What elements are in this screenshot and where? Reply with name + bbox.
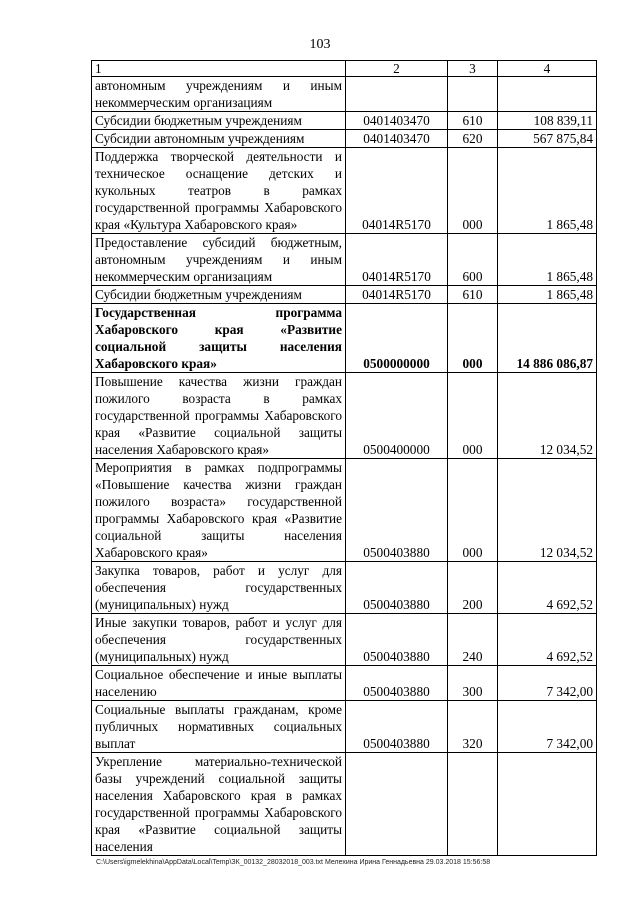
table-row (92, 701, 597, 753)
row-description: Укрепление материально-технической базы учреждений социальной защиты населения Хабаровского края в рамках государственной программы Хабаровского края «Развитие социальной защиты населения (92, 753, 346, 856)
row-target-code: 0500403880 (346, 459, 448, 562)
row-expense-type (448, 77, 498, 112)
row-description: Мероприятия в рамках подпрограммы «Повышение качества жизни граждан пожилого возраста» государственной программы Хабаровского края «Развитие социальной защиты населения Хабаровского края» (92, 459, 346, 562)
row-amount: 1 865,48 (498, 286, 597, 304)
row-expense-type: 610 (448, 112, 498, 130)
table-row (92, 112, 597, 130)
table-row (92, 77, 597, 112)
budget-table (91, 60, 597, 856)
row-amount: 4 692,52 (498, 562, 597, 614)
row-target-code: 04014R5170 (346, 234, 448, 286)
row-amount: 12 034,52 (498, 459, 597, 562)
table-row (92, 459, 597, 562)
table-row (92, 130, 597, 148)
row-expense-type: 610 (448, 286, 498, 304)
row-amount: 7 342,00 (498, 701, 597, 753)
row-expense-type: 000 (448, 459, 498, 562)
row-target-code (346, 77, 448, 112)
row-description: Социальные выплаты гражданам, кроме публичных нормативных социальных выплат (92, 701, 346, 753)
row-expense-type: 000 (448, 373, 498, 459)
header-col-4: 4 (498, 61, 597, 77)
row-expense-type (448, 753, 498, 856)
row-description: Социальное обеспечение и иные выплаты населению (92, 666, 346, 701)
row-amount: 1 865,48 (498, 148, 597, 234)
row-target-code: 0401403470 (346, 112, 448, 130)
row-expense-type: 300 (448, 666, 498, 701)
row-amount: 108 839,11 (498, 112, 597, 130)
budget-table-body (92, 61, 597, 856)
row-amount: 7 342,00 (498, 666, 597, 701)
row-description: Поддержка творческой деятельности и техническое оснащение детских и кукольных театров в рамках государственной программы Хабаровского края «Культура Хабаровского края» (92, 148, 346, 234)
row-amount (498, 753, 597, 856)
row-target-code: 0500403880 (346, 701, 448, 753)
row-description: Субсидии автономным учреждениям (92, 130, 346, 148)
row-target-code: 0500403880 (346, 562, 448, 614)
table-row (92, 614, 597, 666)
row-description: Государственная программа Хабаровского края «Развитие социальной защиты населения Хабаровского края» (92, 304, 346, 373)
row-description: Субсидии бюджетным учреждениям (92, 112, 346, 130)
row-expense-type: 000 (448, 304, 498, 373)
row-expense-type: 600 (448, 234, 498, 286)
header-col-1: 1 (92, 61, 346, 77)
row-description: Повышение качества жизни граждан пожилого возраста в рамках государственной программы Хабаровского края «Развитие социальной защиты населения Хабаровского края» (92, 373, 346, 459)
row-description: автономным учреждениям и иным некоммерческим организациям (92, 77, 346, 112)
table-row (92, 234, 597, 286)
row-target-code: 0500400000 (346, 373, 448, 459)
table-row (92, 562, 597, 614)
row-target-code: 0500000000 (346, 304, 448, 373)
row-amount: 1 865,48 (498, 234, 597, 286)
row-description: Иные закупки товаров, работ и услуг для обеспечения государственных (муниципальных) нужд (92, 614, 346, 666)
table-row (92, 753, 597, 856)
row-target-code (346, 753, 448, 856)
row-target-code: 0500403880 (346, 614, 448, 666)
header-col-3: 3 (448, 61, 498, 77)
row-expense-type: 620 (448, 130, 498, 148)
row-target-code: 04014R5170 (346, 286, 448, 304)
table-row (92, 286, 597, 304)
row-target-code: 0500403880 (346, 666, 448, 701)
row-amount: 12 034,52 (498, 373, 597, 459)
page-number: 103 (309, 37, 331, 52)
row-target-code: 0401403470 (346, 130, 448, 148)
row-amount: 4 692,52 (498, 614, 597, 666)
row-description: Предоставление субсидий бюджетным, автономным учреждениям и иным некоммерческим организациям (92, 234, 346, 286)
table-row (92, 304, 597, 373)
row-target-code: 04014R5170 (346, 148, 448, 234)
row-description: Субсидии бюджетным учреждениям (92, 286, 346, 304)
row-amount (498, 77, 597, 112)
file-path-footer: C:\Users\igmelekhina\AppData\Local\Temp\ЗК_00132_28032018_003.txt Мелехина Ирина Геннадьевна 29.03.2018 15:56:58 (96, 859, 491, 866)
table-row (92, 666, 597, 701)
row-description: Закупка товаров, работ и услуг для обеспечения государственных (муниципальных) нужд (92, 562, 346, 614)
table-row (92, 148, 597, 234)
table-row (92, 373, 597, 459)
row-expense-type: 320 (448, 701, 498, 753)
row-expense-type: 200 (448, 562, 498, 614)
header-col-2: 2 (346, 61, 448, 77)
row-amount: 567 875,84 (498, 130, 597, 148)
row-expense-type: 240 (448, 614, 498, 666)
row-amount: 14 886 086,87 (498, 304, 597, 373)
row-expense-type: 000 (448, 148, 498, 234)
table-header-row (92, 61, 597, 77)
